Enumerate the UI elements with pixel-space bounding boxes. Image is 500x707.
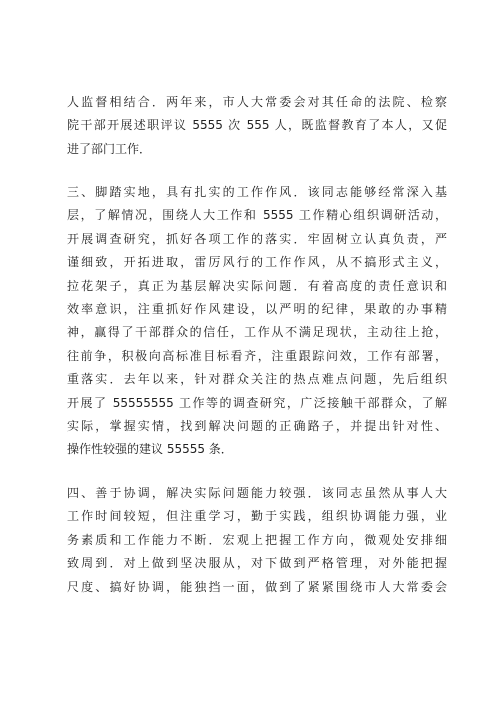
paragraph-work-style bbox=[67, 181, 447, 462]
text-line: 神，赢得了干部群众的信任，工作从不满足现状，主动往上抢， bbox=[67, 325, 447, 340]
text-line: 四、善于协调，解决实际问题能力较强．该同志虽然从事人大 bbox=[67, 486, 447, 500]
text-line: 开展了 55555555 工作等的调查研究，广泛接触干部群众，了解 bbox=[67, 395, 447, 410]
text-line: 拉花架子，真正为基层解决实际问题．有着高度的责任意识和 bbox=[67, 278, 447, 293]
text-line: 实际，掌握实情，找到解决问题的正确路子，并提出针对性、 bbox=[67, 418, 447, 433]
text-line: 开展调查研究，抓好各项工作的落实．牢固树立认真负责，严 bbox=[67, 231, 447, 246]
text-line: 尺度、搞好协调，能独挡一面，做到了紧紧围绕市人大常委会 bbox=[67, 579, 447, 594]
text-line: 工作时间较短，但注重学习，勤于实践，组织协调能力强，业 bbox=[67, 509, 447, 524]
text-line: 三、脚踏实地，具有扎实的工作作风．该同志能够经常深入基 bbox=[67, 185, 447, 199]
text-line: 院干部开展述职评议 5555 次 555 人，既监督教育了本人，又促 bbox=[67, 118, 447, 133]
text-line: 致周到．对上做到坚决服从，对下做到严格管理，对外能把握 bbox=[67, 556, 447, 571]
text-line: 务素质和工作能力不断．宏观上把握工作方向，微观处安排细 bbox=[67, 532, 447, 547]
text-line: 谨细致，开拓进取，雷厉风行的工作作风，从不搞形式主义， bbox=[67, 255, 447, 270]
text-line: 重落实．去年以来，针对群众关注的热点难点问题，先后组织 bbox=[67, 372, 447, 387]
text-line: 人监督相结合．两年来，市人大常委会对其任命的法院、检察 bbox=[67, 95, 447, 109]
text-line: 效率意识，注重抓好作风建设，以严明的纪律，果敢的办事精 bbox=[67, 301, 447, 316]
text-line: 进了部门工作． bbox=[67, 141, 152, 156]
paragraph-supervision bbox=[67, 91, 447, 161]
text-line: 操作性较强的建议 55555 条． bbox=[67, 442, 233, 457]
text-line: 层，了解情况，围绕人大工作和 5555 工作精心组织调研活动， bbox=[67, 208, 447, 223]
paragraph-coordination bbox=[67, 482, 447, 599]
text-line: 往前争，积极向高标准目标看齐，注重跟踪问效，工作有部署， bbox=[67, 348, 447, 363]
